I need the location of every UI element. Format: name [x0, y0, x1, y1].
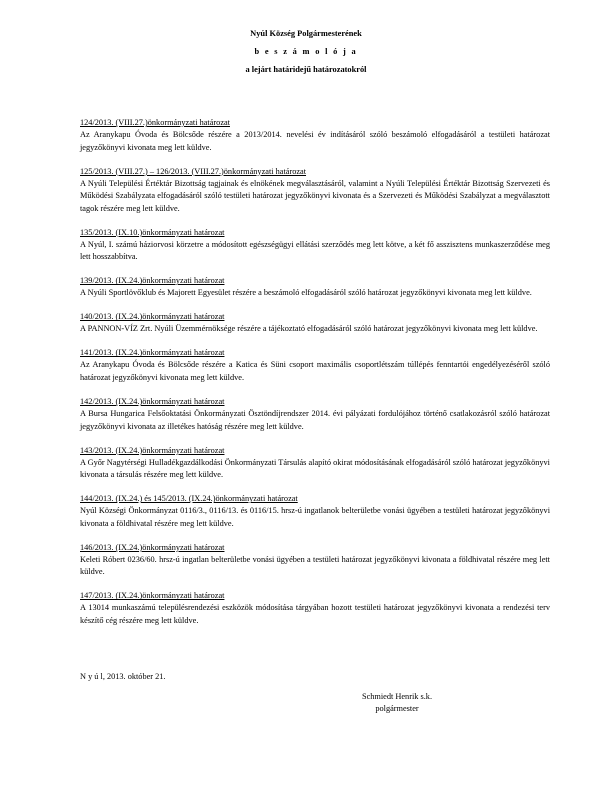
resolution-body: A PANNON-VÍZ Zrt. Nyúli Üzemmérnöksége részére a tájékoztató elfogadásáról szóló határozat jegyzőkönyvi kivonata meg lett küldve. — [80, 324, 538, 334]
resolution-entry — [80, 347, 550, 384]
resolution-body: Az Aranykapu Óvoda és Bölcsőde részére a 2013/2014. nevelési év indításáról szóló beszámoló elfogadásáról a testületi határozat jegyzőkönyvi kivonata meg lett küldve. — [80, 130, 550, 152]
resolution-title: 140/2013. (IX.24.)önkormányzati határozat — [80, 312, 225, 322]
place-and-date: N y ú l, 2013. október 21. — [80, 672, 166, 681]
resolution-body: A Nyúli Sportlövőklub és Majorett Egyesület részére a beszámoló elfogadásáról szóló határozat jegyzőkönyvi kivonata meg lett küldve. — [80, 288, 532, 298]
resolution-title: 141/2013. (IX.24.)önkormányzati határozat — [80, 348, 225, 358]
resolution-entry — [80, 117, 550, 154]
document-subtitle: a lejárt határidejű határozatokról — [245, 65, 367, 74]
resolution-entry — [80, 493, 550, 530]
resolution-title: 124/2013. (VIII.27.)önkormányzati határozat — [80, 118, 230, 127]
signature-name: Schmiedt Henrik s.k. — [361, 692, 433, 701]
resolution-entry — [80, 542, 550, 579]
resolution-body: A Nyúli Települési Értéktár Bizottság tagjainak és elnökének megválasztásáról, valamint a Nyúli Települési Értéktár Bizottság Szervezeti és Működési Szabályzata elfogadásáról szóló testületi határozat jegyzőkönyvi kivonata és a Szervezeti és Működési Szabályzat a megválasztott tagok részére meg lett küldve. — [80, 178, 550, 213]
resolution-body: Az Aranykapu Óvoda és Bölcsőde részére a Katica és Süni csoport maximális csoportlétszám túllépés fenntartói engedélyezéséről szóló határozat jegyzőkönyvi kivonata meg lett küldve. — [80, 360, 550, 382]
resolution-entry — [80, 445, 550, 482]
resolution-entry — [80, 166, 550, 216]
resolution-entry — [80, 227, 550, 264]
resolution-entry — [80, 590, 550, 627]
signature-role: polgármester — [375, 704, 419, 713]
resolution-body: Keleti Róbert 0236/60. hrsz-ú ingatlan belterületbe vonási ügyében a testületi határozat jegyzőkönyvi kivonata a földhivatal részére meg lett küldve. — [80, 554, 550, 577]
resolution-title: 146/2013. (IX.24.)önkormányzati határozat — [80, 542, 225, 552]
resolution-body: A Nyúl, I. számú háziorvosi körzetre a módosított egészségügyi ellátási szerződés meg lett kötve, a két fő asszisztens munkaszerződése meg lett hosszabbítva. — [80, 239, 550, 262]
resolution-title: 144/2013. (IX.24.) és 145/2013. (IX.24.)önkormányzati határozat — [80, 494, 298, 504]
document-heading: Nyúl Község Polgármesterének — [250, 29, 362, 38]
resolution-body: A Bursa Hungarica Felsőoktatási Önkormányzati Ösztöndíjrendszer 2014. évi pályázati fordulójához történő csatlakozásról szóló határozat jegyzőkönyvi kivonata az illetékes hatóság részére meg lett küldve. — [80, 409, 550, 431]
resolution-entry — [80, 396, 550, 433]
resolution-title: 142/2013. (IX.24.)önkormányzati határozat — [80, 397, 225, 407]
resolution-title: 143/2013. (IX.24.)önkormányzati határozat — [80, 445, 225, 455]
resolution-title: 135/2013. (IX.10.)önkormányzati határozat — [80, 227, 225, 237]
resolution-body: Nyúl Községi Önkormányzat 0116/3., 0116/13. és 0116/15. hrsz-ú ingatlanok belterületbe vonási ügyében a testületi határozat jegyzőkönyvi kivonata a földhivatal részére meg lett küldve. — [80, 506, 550, 528]
document-subheading: b e s z á m o l ó j a — [254, 47, 358, 56]
resolution-title: 139/2013. (IX.24.)önkormányzati határozat — [80, 276, 225, 286]
resolution-body: A 13014 munkaszámú településrendezési eszközök módosítása tárgyában hozott testületi határozat jegyzőkönyvi kivonata a rendezési terv készítő cég részére meg lett küldve. — [80, 603, 550, 625]
resolution-list — [80, 117, 550, 639]
resolution-title: 125/2013. (VIII.27.) – 126/2013. (VIII.27.)önkormányzati határozat — [80, 166, 307, 176]
resolution-body: A Győr Nagytérségi Hulladékgazdálkodási Önkormányzati Társulás alapító okirat módosításának elfogadásáról szóló határozat jegyzőkönyvi kivonata a társulás részére meg lett küldve. — [80, 457, 550, 480]
resolution-title: 147/2013. (IX.24.)önkormányzati határozat — [80, 591, 225, 601]
resolution-entry — [80, 275, 550, 300]
resolution-entry — [80, 311, 550, 336]
